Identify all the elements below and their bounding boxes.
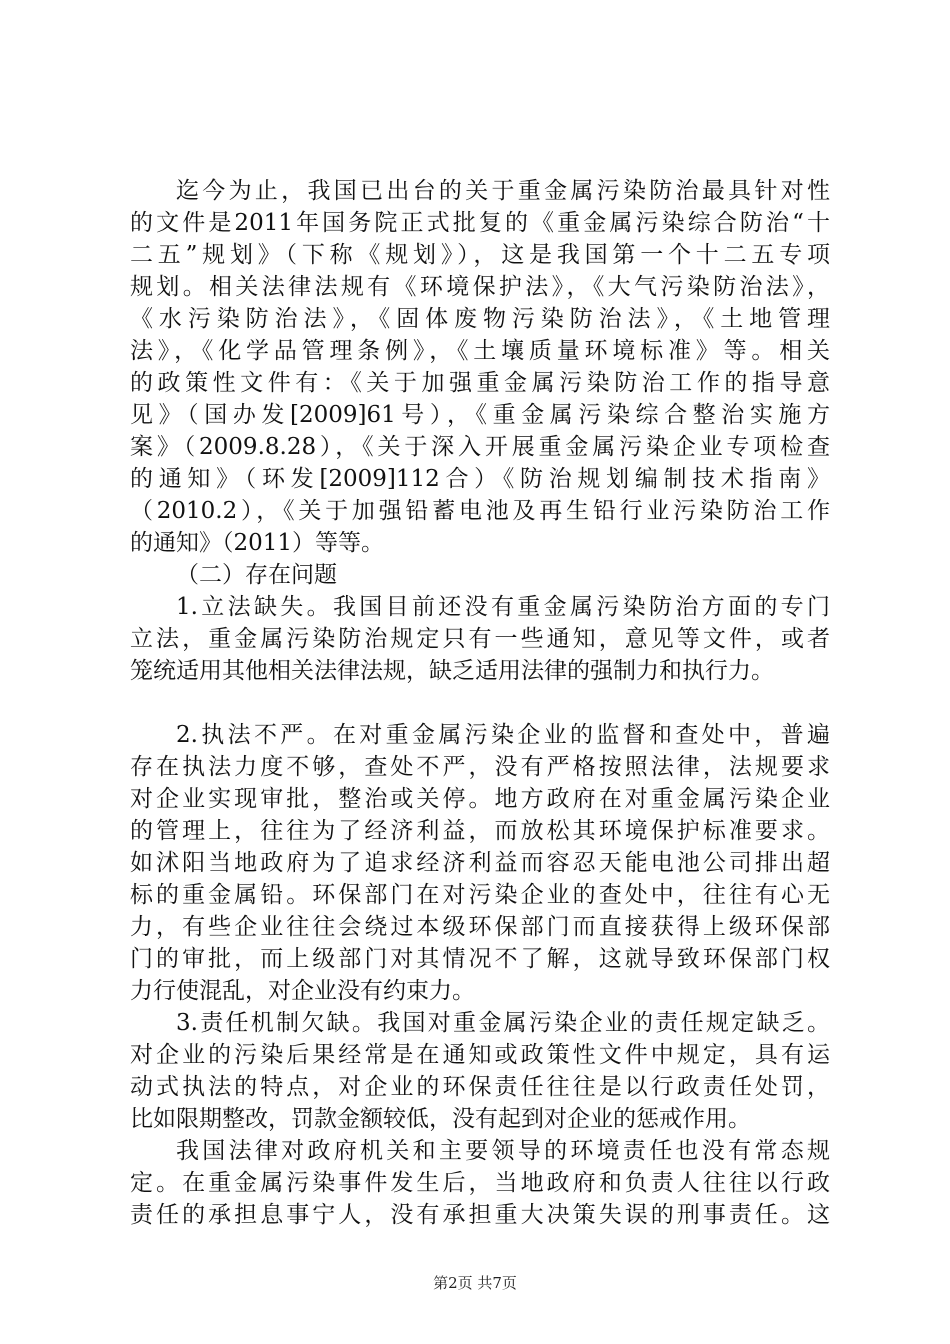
paragraph-spacer [130,687,830,719]
text-line: 力，有些企业往往会绕过本级环保部门而直接获得上级环保部 [130,914,830,940]
text-line: 迄今为止，我国已出台的关于重金属污染防治最具针对性 [176,178,830,204]
text-line: 的政策性文件有：《关于加强重金属污染防治工作的指导意 [130,370,830,396]
section-heading-problems [130,559,830,591]
text-line: 我国法律对政府机关和主要领导的环境责任也没有常态规 [176,1138,830,1164]
text-line: 笼统适用其他相关法律法规，缺乏适用法律的强制力和执行力。 [130,658,774,684]
text-line: 规划。相关法律法规有《环境保护法》，《大气污染防治法》， [130,274,830,300]
text-line: 门的审批，而上级部门对其情况不了解，这就导致环保部门权 [130,946,830,972]
paragraph-government-responsibility [130,1135,830,1231]
text-line: 标的重金属铅。环保部门在对污染企业的查处中，往往有心无 [130,882,830,908]
text-line: 2.执法不严。在对重金属污染企业的监督和查处中，普遍 [176,722,830,748]
text-line: 责任的承担息事宁人，没有承担重大决策失误的刑事责任。这 [130,1202,830,1228]
text-line: 二五”规划》（下称《规划》），这是我国第一个十二五专项 [130,242,830,268]
text-line: 见》（国办发[2009]61号），《重金属污染综合整治实施方 [130,402,830,428]
text-line: 对企业实现审批，整治或关停。地方政府在对重金属污染企业 [130,786,830,812]
section-heading: （二）存在问题 [176,562,337,588]
paragraph-lax-enforcement [130,719,830,1007]
text-line: 的通知》（2011）等等。 [130,530,385,556]
text-line: 如沭阳当地政府为了追求经济利益而容忍天能电池公司排出超 [130,850,830,876]
text-line: 存在执法力度不够，查处不严，没有严格按照法律，法规要求 [130,754,830,780]
paragraph-legal-framework [130,175,830,559]
text-line: 法》，《化学品管理条例》，《土壤质量环境标准》等。相关 [130,338,830,364]
text-line: （2010.2），《关于加强铅蓄电池及再生铅行业污染防治工作 [130,498,830,524]
text-line: 的文件是2011年国务院正式批复的《重金属污染综合防治“十 [130,210,830,236]
text-line: 定。在重金属污染事件发生后，当地政府和负责人往往以行政 [130,1170,830,1196]
text-line: 《水污染防治法》，《固体废物污染防治法》，《土地管理 [130,306,830,332]
text-line: 对企业的污染后果经常是在通知或政策性文件中规定，具有运 [130,1042,830,1068]
page-number-footer: 第2页 共7页 [433,1274,517,1292]
text-line: 力行使混乱，对企业没有约束力。 [130,978,475,1004]
paragraph-liability-mechanism [130,1007,830,1135]
text-line: 立法，重金属污染防治规定只有一些通知，意见等文件，或者 [130,626,830,652]
text-line: 比如限期整改，罚款金额较低，没有起到对企业的惩戒作用。 [130,1106,751,1132]
document-body [130,175,830,1231]
text-line: 的管理上，往往为了经济利益，而放松其环境保护标准要求。 [130,818,830,844]
paragraph-legislation-gap [130,591,830,687]
text-line: 动式执法的特点，对企业的环保责任往往是以行政责任处罚， [130,1074,830,1100]
text-line: 的通知》（环发[2009]112合）《防治规划编制技术指南》 [130,466,830,492]
text-line: 3.责任机制欠缺。我国对重金属污染企业的责任规定缺乏。 [176,1010,830,1036]
text-line: 1.立法缺失。我国目前还没有重金属污染防治方面的专门 [176,594,830,620]
text-line: 案》（2009.8.28），《关于深入开展重金属污染企业专项检查 [130,434,830,460]
